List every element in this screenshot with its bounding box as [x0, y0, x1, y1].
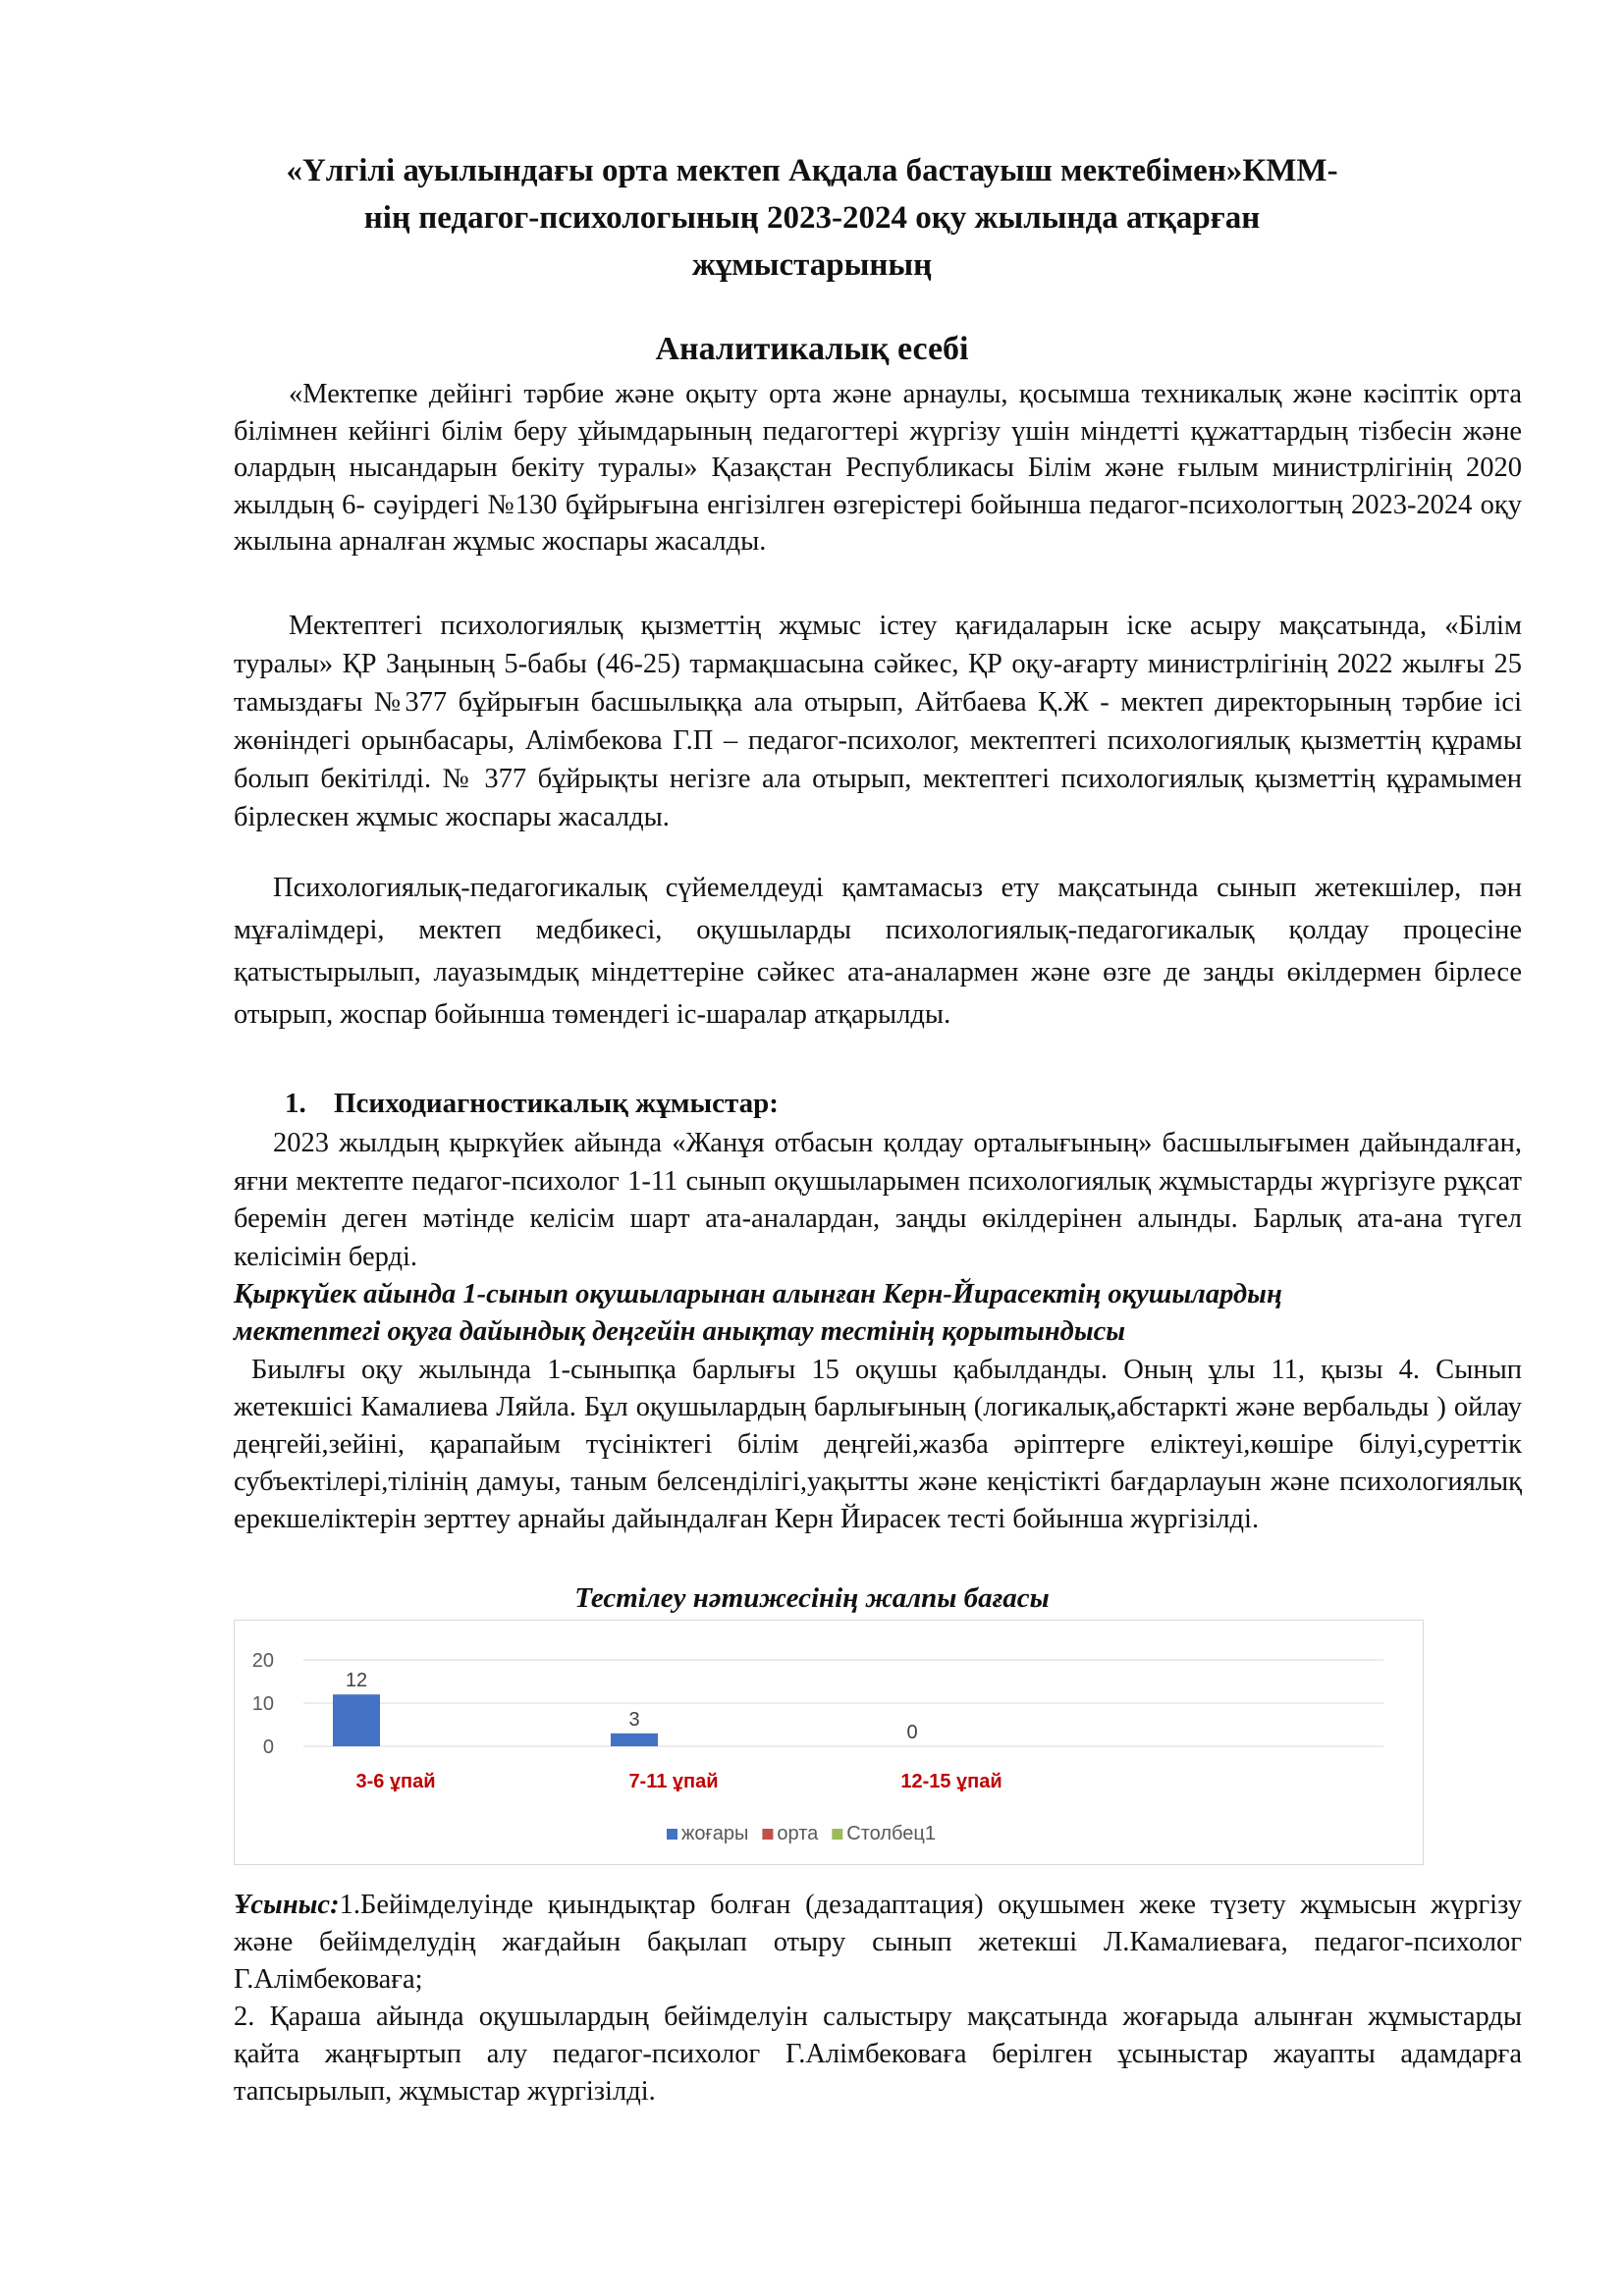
document-subtitle: Аналитикалық есебі — [655, 331, 969, 367]
category-label: 7-11 ұпай — [628, 1771, 719, 1792]
document-title — [196, 147, 1428, 289]
bar — [333, 1694, 380, 1746]
test-result-heading-line-2: мектептегі оқуға дайындық деңгейін анықтау тестінің қорытындысы — [234, 1316, 1126, 1347]
legend-label: орта — [777, 1823, 819, 1844]
bar-chart — [234, 1620, 1424, 1865]
recommendation-1 — [234, 1887, 1522, 1999]
legend-swatch — [762, 1829, 773, 1840]
data-label: 0 — [906, 1722, 918, 1743]
paragraph-5: Биылғы оқу жылында 1-сыныпқа барлығы 15 оқушы қабылданды. Оның ұлы 11, қызы 4. Сынып жетекшісі Камалиева Ляйла. Бұл оқушылардың барлығының (логикалық,абстаркті және вербальды ) ойлау деңгейі,зейіні, қарапайым түсініктегі білім деңгейі,жазба әріптерге еліктеуі,көшіре білуі,суреттік субъектілері,тілінің дамуы, таным белсенділігі,уақытты және кеңістікті бағдарлауын және психологиялық ерекшеліктерін зерттеу арнайы дайындалған Керн Йирасек тесті бойынша жүргізілді. — [234, 1355, 1522, 1534]
paragraph-3-block — [234, 867, 1522, 1036]
legend-swatch — [832, 1829, 842, 1840]
paragraph-5-block — [234, 1352, 1522, 1538]
section-1-heading — [285, 1084, 779, 1123]
recommendation-label: Ұсыныс: — [234, 1890, 340, 1920]
data-label: 3 — [628, 1708, 640, 1731]
title-line-3: жұмыстарының — [691, 247, 933, 283]
legend-label: Столбец1 — [846, 1823, 936, 1844]
data-label: 12 — [345, 1670, 368, 1692]
y-tick-label: 20 — [251, 1650, 274, 1672]
category-label: 12-15 ұпай — [900, 1771, 1002, 1792]
test-result-heading-line-1: Қыркүйек айында 1-сынып оқушыларынан алынған Керн-Йирасектің оқушылардың — [234, 1279, 1282, 1309]
paragraph-4: 2023 жылдың қыркүйек айында «Жанұя отбасын қолдау орталығының» басшылығымен дайындалған, яғни мектепте педагог-психолог 1-11 сынып оқушыларымен психологиялық жұмыстарды жүргізуге рұқсат беремін деген мәтінде келісім шарт ата-аналардан, заңды өкілдерінен алынды. Барлық ата-ана түгел келісімін берді. — [234, 1128, 1522, 1272]
section-1-number: 1. — [285, 1088, 306, 1119]
recommendation-2-block — [234, 1999, 1522, 2110]
category-label: 3-6 ұпай — [355, 1771, 436, 1792]
title-line-1: «Үлгілі ауылындағы орта мектеп Ақдала бастауыш мектебімен»КММ- — [286, 153, 1338, 188]
bar-chart-svg — [235, 1621, 1423, 1864]
title-line-2: нің педагог-психологының 2023-2024 оқу жылында атқарған — [363, 200, 1261, 236]
section-1-title: Психодиагностикалық жұмыстар: — [334, 1088, 779, 1119]
paragraph-1: «Мектепке дейінгі тәрбие және оқыту орта және арнаулы, қосымша техникалық және кәсіптік орта білімнен кейінгі білім беру ұйымдарының педагогтері жүргізу үшін міндетті құжаттардың тізбесін және олардың нысандарын бекіту туралы» Қазақстан Республикасы Білім және ғылым министрлігінің 2020 жылдың 6- сәуірдегі №130 бұйрығына енгізілген өзгерістері бойынша педагог-психологтың 2023-2024 оқу жылына арналған жұмыс жоспары жасалды. — [234, 379, 1522, 558]
paragraph-4-block — [234, 1125, 1522, 1276]
bar — [611, 1734, 658, 1746]
paragraph-1-block — [234, 376, 1522, 561]
recommendation-1-text: 1.Бейімделуінде қиындықтар болған (дезадаптация) оқушымен жеке түзету жұмысын жүргізу және бейімделудің жағдайын бақылап отыру сынып жетекші Л.Камалиеваға, педагог-психолог Г.Алімбековаға; — [234, 1890, 1522, 1995]
paragraph-2: Мектептегі психологиялық қызметтің жұмыс істеу қағидаларын іске асыру мақсатында, «Білім туралы» ҚР Заңының 5-бабы (46-25) тармақшасына сәйкес, ҚР оқу-ағарту министрлігінің 2022 жылғы 25 тамыздағы №377 бұйрығын басшылыққа ала отырып, Айтбаева Қ.Ж - мектеп директорының тәрбие ісі жөніндегі орынбасары, Алімбекова Г.П – педагог-психолог, мектептегі психологиялық қызметтің құрамы болып бекітілді. № 377 бұйрықты негізге ала отырып, мектептегі психологиялық қызметтің құрамымен бірлескен жұмыс жоспары жасалды. — [234, 611, 1522, 832]
recommendation-1-block — [234, 1887, 1522, 1999]
test-result-heading — [234, 1276, 1522, 1351]
legend-label: жоғары — [681, 1823, 749, 1844]
y-tick-label: 0 — [262, 1736, 274, 1758]
legend-swatch — [667, 1829, 677, 1840]
recommendation-2: 2. Қараша айында оқушылардың бейімделуін салыстыру мақсатында жоғарыда алынған жұмыстарды қайта жаңғыртып алу педагог-психолог Г.Алімбековаға берілген ұсыныстар жауапты адамдарға тапсырылып, жұмыстар жүргізілді. — [234, 2002, 1522, 2107]
chart-title: Тестілеу нәтижесінің жалпы бағасы — [574, 1582, 1050, 1614]
y-tick-label: 10 — [251, 1693, 274, 1715]
paragraph-3: Психологиялық-педагогикалық сүйемелдеуді қамтамасыз ету мақсатында сынып жетекшілер, пән мұғалімдері, мектеп медбикесі, оқушыларды психологиялық-педагогикалық қолдау процесіне қатыстырылып, лауазымдық міндеттеріне сәйкес ата-аналармен және өзге де заңды өкілдермен бірлесе отырып, жоспар бойынша төмендегі іс-шаралар атқарылды. — [234, 873, 1522, 1030]
paragraph-2-block — [234, 607, 1522, 836]
